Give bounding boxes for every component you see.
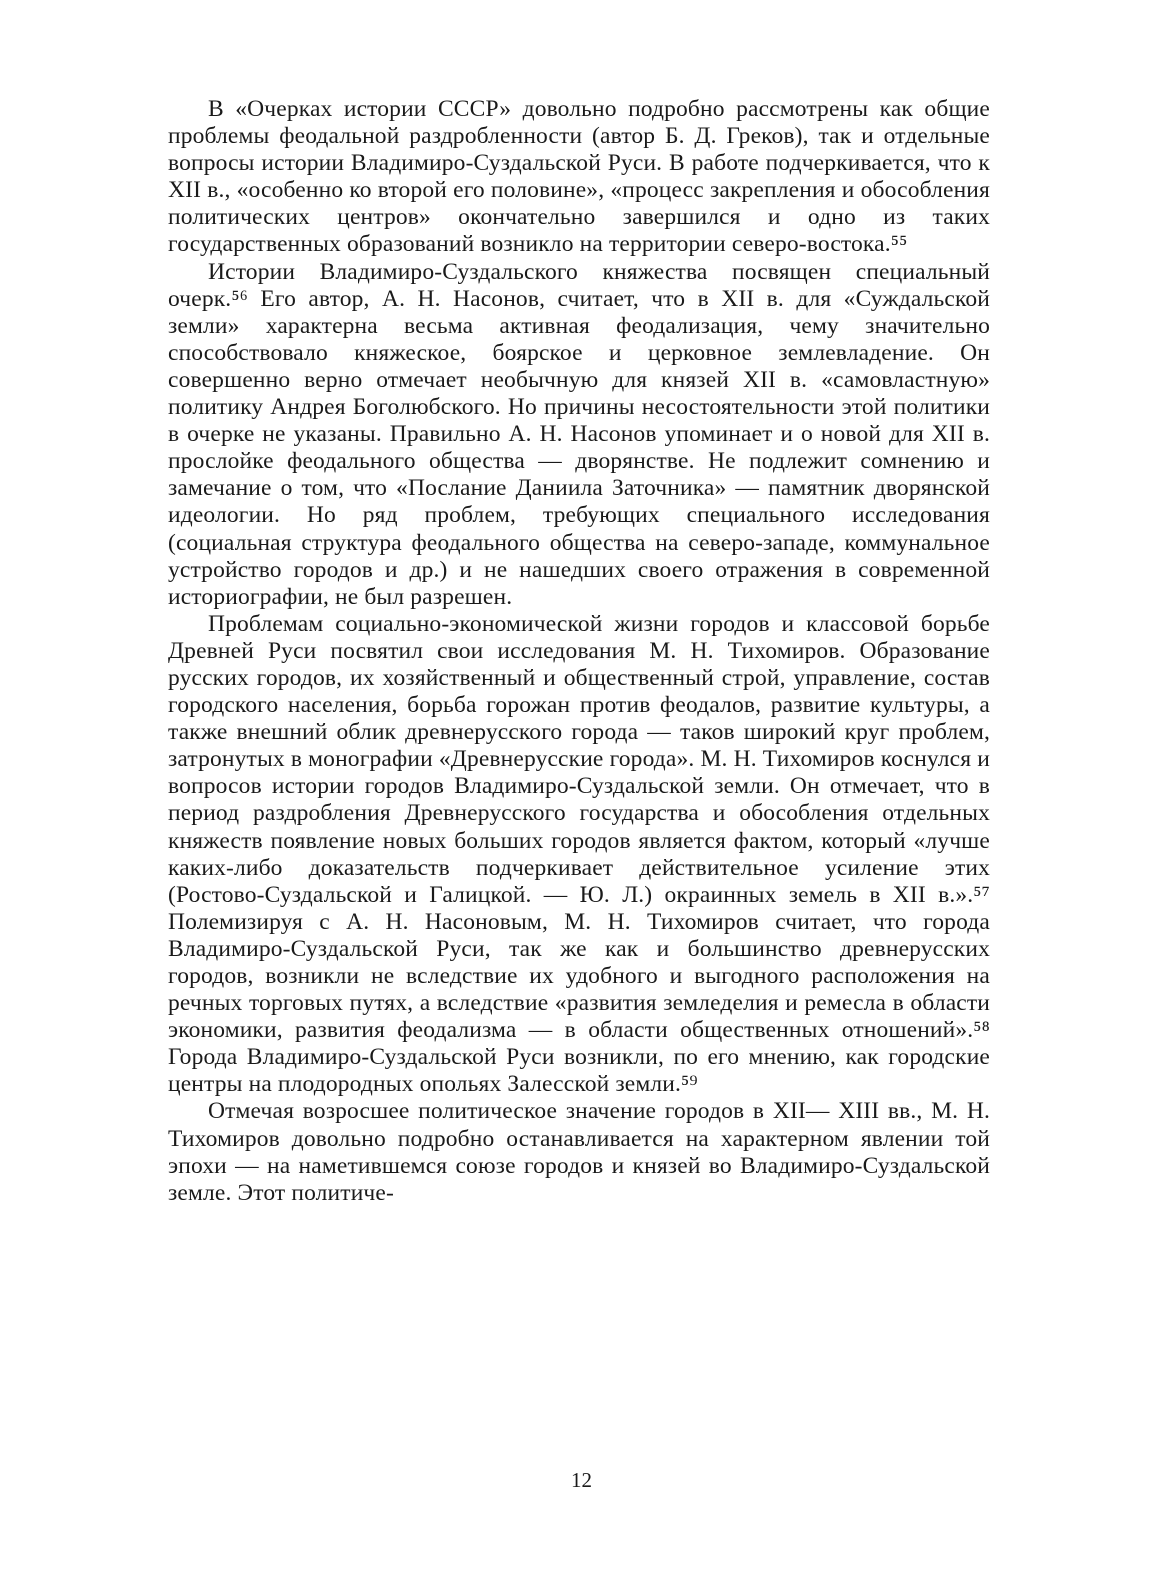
paragraph-2: Истории Владимиро-Суздальского княжества посвящен специальный очерк.⁵⁶ Его автор, А. Н. Насонов, считает, что в XII в. для «Суждальской земли» характерна весьма активная феодализация, чему значительно способствовало княжеское, боярское и церковное землевладение. Он совершенно верно отмечает необычную для князей XII в. «самовластную» политику Андрея Боголюбского. Но причины несостоятельности этой политики в очерке не указаны. Правильно А. Н. Насонов упоминает и о новой для XII в. прослойке феодального общества — дворянстве. Не подлежит сомнению и замечание о том, что «Послание Даниила Заточника» — памятник дворянской идеологии. Но ряд проблем, требующих специального исследования (социальная структура феодального общества на северо-западе, коммунальное устройство городов и др.) и не нашедших своего отражения в современной историографии, не был разрешен. [168, 258, 990, 610]
paragraph-4: Отмечая возросшее политическое значение городов в XII— XIII вв., М. Н. Тихомиров довольно подробно останавливается на характерном явлении той эпохи — на наметившемся союзе городов и князей во Владимиро-Суздальской земле. Этот политиче- [168, 1098, 990, 1206]
page-number: 12 [571, 1468, 592, 1492]
paragraph-1: В «Очерках истории СССР» довольно подробно рассмотрены как общие проблемы феодальной раздробленности (автор Б. Д. Греков), так и отдельные вопросы истории Владимиро-Суздальской Руси. В работе подчеркивается, что к XII в., «особенно ко второй его половине», «процесс закрепления и обособления политических центров» окончательно завершился и одно из таких государственных образований возникло на территории северо-востока.⁵⁵ [168, 96, 990, 258]
paragraph-3: Проблемам социально-экономической жизни городов и классовой борьбе Древней Руси посвятил свои исследования М. Н. Тихомиров. Образование русских городов, их хозяйственный и общественный строй, управление, состав городского населения, борьба горожан против феодалов, развитие культуры, а также внешний облик древнерусского города — таков широкий круг проблем, затронутых в монографии «Древнерусские города». М. Н. Тихомиров коснулся и вопросов истории городов Владимиро-Суздальской земли. Он отмечает, что в период раздробления Древнерусского государства и обособления отдельных княжеств появление новых больших городов является фактом, который «лучше каких-либо доказательств подчеркивает действительное усиление этих (Ростово-Суздальской и Галицкой. — Ю. Л.) окраинных земель в XII в.».⁵⁷ Полемизируя с А. Н. Насоновым, М. Н. Тихомиров считает, что города Владимиро-Суздальской Руси, так же как и большинство древнерусских городов, возникли не вследствие их удобного и выгодного расположения на речных торговых путях, а вследствие «развития земледелия и ремесла в области экономики, развития феодализма — в области общественных отношений».⁵⁸ Города Владимиро-Суздальской Руси возникли, по его мнению, как городские центры на плодородных опольях Залесской земли.⁵⁹ [168, 610, 990, 1098]
body-text [168, 96, 990, 1207]
